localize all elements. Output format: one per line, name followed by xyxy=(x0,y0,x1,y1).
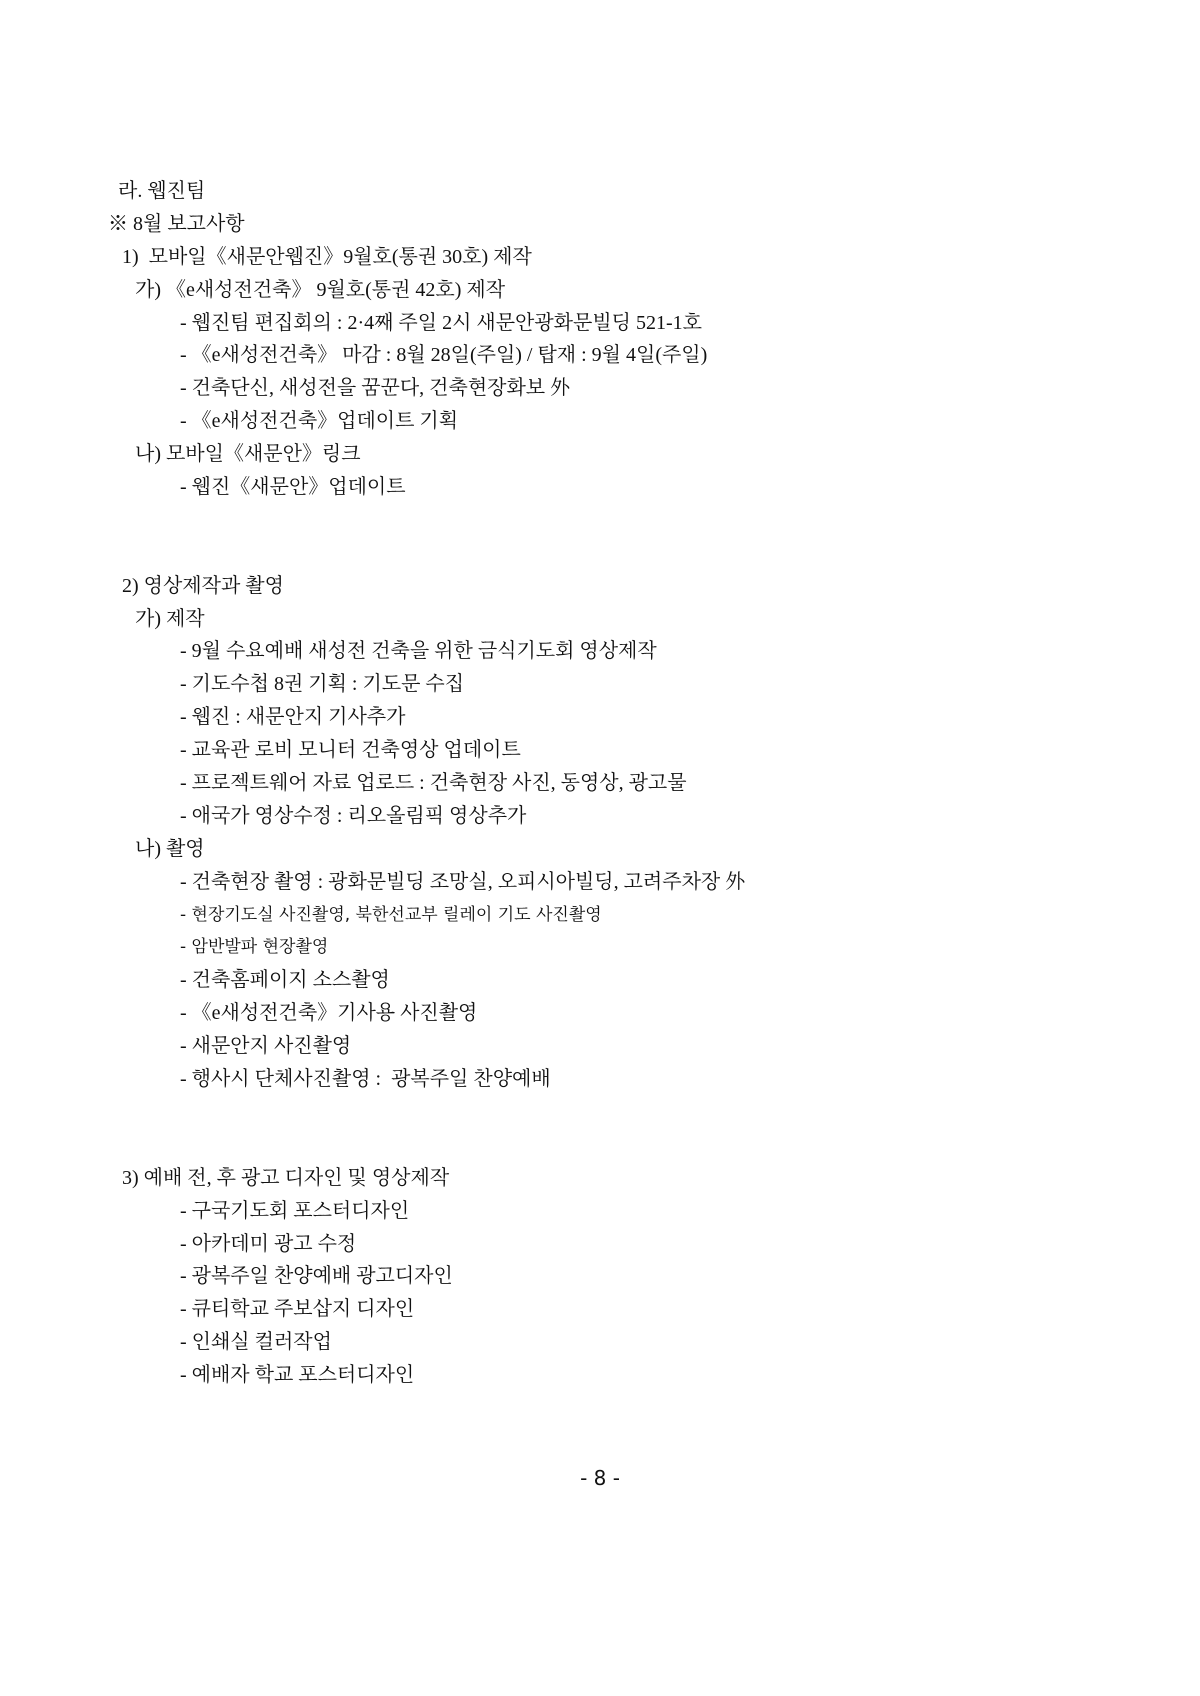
list-item: - 교육관 로비 모니터 건축영상 업데이트 xyxy=(180,739,521,762)
list-item: - 《e새성전건축》업데이트 기획 xyxy=(180,410,459,433)
section-spacer xyxy=(0,1129,1200,1162)
section-title: 1) 모바일《새문안웹진》9월호(통권 30호) 제작 xyxy=(122,245,532,268)
list-item: - 현장기도실 사진촬영, 북한선교부 릴레이 기도 사진촬영 xyxy=(180,904,602,925)
section-title: 3) 예배 전, 후 광고 디자인 및 영상제작 xyxy=(122,1166,450,1189)
subsection-title: 나) 촬영 xyxy=(135,837,205,860)
list-item: - 광복주일 찬양예배 광고디자인 xyxy=(180,1265,453,1288)
list-item: - 웹진 : 새문안지 기사추가 xyxy=(180,706,406,729)
list-item: - 웹진팀 편집회의 : 2·4째 주일 2시 새문안광화문빌딩 521-1호 xyxy=(180,311,702,334)
section-title: 2) 영상제작과 촬영 xyxy=(122,574,284,597)
list-item: - 큐티학교 주보삽지 디자인 xyxy=(180,1298,415,1321)
list-item: - 행사시 단체사진촬영 : 광복주일 찬양예배 xyxy=(180,1068,551,1091)
list-item: - 건축홈페이지 소스촬영 xyxy=(180,969,390,992)
section-spacer xyxy=(0,1096,1200,1129)
list-item: - 아카데미 광고 수정 xyxy=(180,1232,357,1255)
report-sections xyxy=(0,241,1200,1392)
section-spacer xyxy=(0,504,1200,537)
list-item: - 암반발파 현장촬영 xyxy=(180,937,329,958)
subsection-title: 나) 모바일《새문안》링크 xyxy=(135,443,361,466)
list-item: - 건축현장 촬영 : 광화문빌딩 조망실, 오피시아빌딩, 고려주차장 外 xyxy=(180,870,746,893)
list-item: - 건축단신, 새성전을 꿈꾼다, 건축현장화보 外 xyxy=(180,377,571,400)
list-item: - 9월 수요예배 새성전 건축을 위한 금식기도회 영상제작 xyxy=(180,640,657,663)
list-item: - 프로젝트웨어 자료 업로드 : 건축현장 사진, 동영상, 광고물 xyxy=(180,772,687,795)
section-heading: 라. 웹진팀 xyxy=(118,180,206,202)
list-item: - 《e새성전건축》기사용 사진촬영 xyxy=(180,1002,478,1025)
list-item: - 기도수첩 8권 기획 : 기도문 수집 xyxy=(180,673,465,696)
list-item: - 웹진《새문안》업데이트 xyxy=(180,476,406,499)
page-number: - 8 - xyxy=(580,1466,620,1490)
list-item: - 인쇄실 컬러작업 xyxy=(180,1331,332,1354)
document-body xyxy=(0,175,1200,1392)
subsection-title: 가) 제작 xyxy=(135,607,205,630)
list-item: - 예배자 학교 포스터디자인 xyxy=(180,1364,415,1387)
report-note: ※ 8월 보고사항 xyxy=(108,212,245,235)
list-item: - 구국기도회 포스터디자인 xyxy=(180,1199,410,1222)
list-item: - 애국가 영상수정 : 리오올림픽 영상추가 xyxy=(180,804,527,827)
section-spacer xyxy=(0,537,1200,570)
list-item: - 《e새성전건축》 마감 : 8월 28일(주일) / 탑재 : 9월 4일(주일) xyxy=(180,344,708,367)
subsection-title: 가) 《e새성전건축》 9월호(통권 42호) 제작 xyxy=(135,278,506,301)
list-item: - 새문안지 사진촬영 xyxy=(180,1035,352,1058)
